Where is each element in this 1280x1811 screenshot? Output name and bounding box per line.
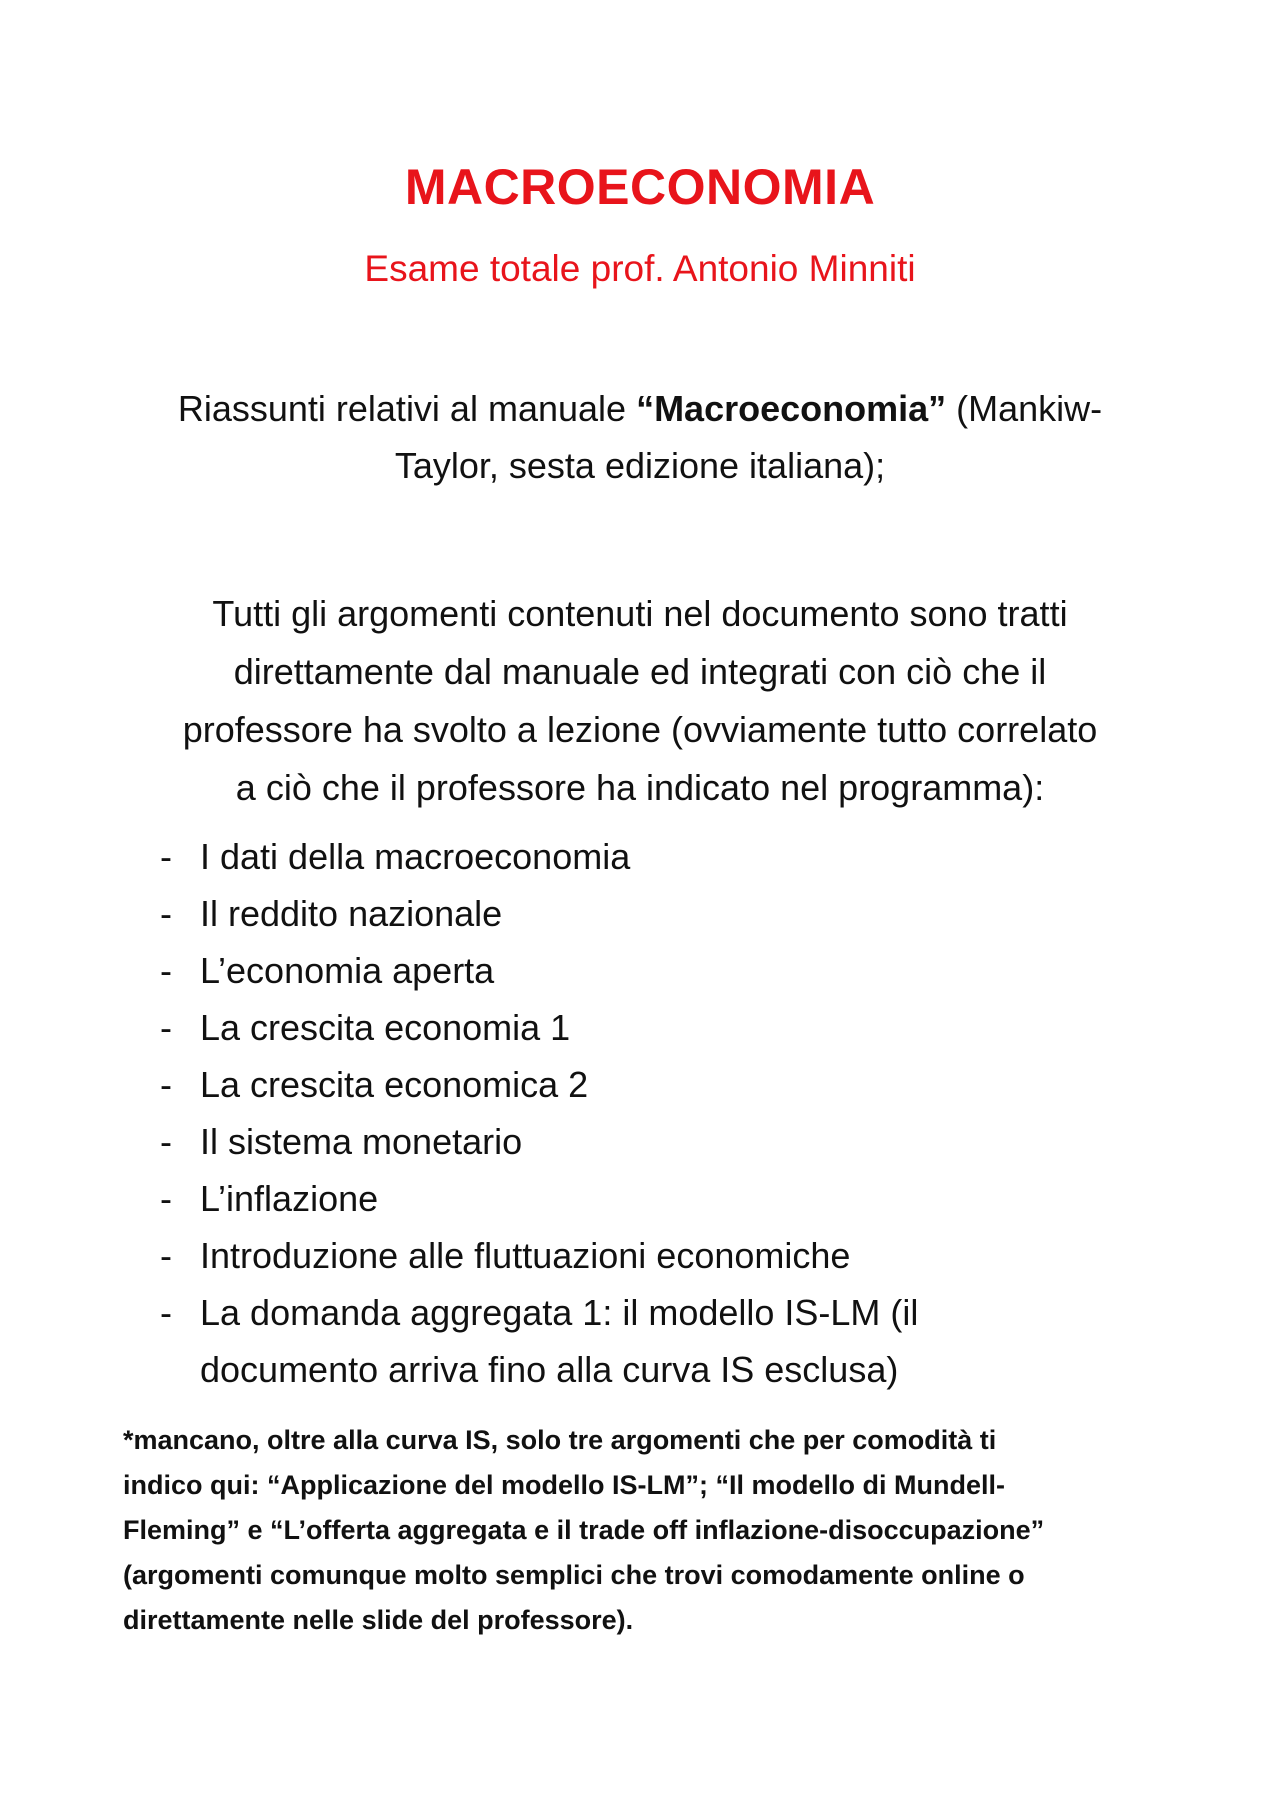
- description-line: Tutti gli argomenti contenuti nel documento sono tratti: [212, 593, 1068, 634]
- topic-label: L’economia aperta: [200, 950, 495, 991]
- list-item: [160, 1227, 1040, 1284]
- bullet-dash: -: [160, 893, 172, 934]
- document-subtitle: Esame totale prof. Antonio Minniti: [364, 248, 916, 289]
- bullet-dash: -: [160, 1007, 172, 1048]
- topic-label: La crescita economia 1: [200, 1007, 571, 1048]
- bullet-dash: -: [160, 836, 172, 877]
- bullet-dash: -: [160, 1121, 172, 1162]
- list-item: [160, 999, 1040, 1056]
- bullet-dash: -: [160, 1235, 172, 1276]
- intro-paragraph: [120, 380, 1160, 494]
- list-item: [160, 885, 1040, 942]
- topic-label: L’inflazione: [200, 1178, 379, 1219]
- description-line: direttamente dal manuale ed integrati con ciò che il: [233, 651, 1047, 692]
- description-line: a ciò che il professore ha indicato nel programma):: [235, 767, 1045, 808]
- intro-text-line2: Taylor, sesta edizione italiana);: [394, 445, 886, 486]
- footnote-line: Fleming” e “L’offerta aggregata e il trade off inflazione-disoccupazione”: [123, 1515, 1045, 1545]
- bullet-dash: -: [160, 1178, 172, 1219]
- list-item: [160, 942, 1040, 999]
- description-paragraph: [120, 585, 1160, 817]
- topic-label: I dati della macroeconomia: [200, 836, 631, 877]
- list-item: [160, 1113, 1040, 1170]
- bullet-dash: -: [160, 950, 172, 991]
- footnote-line: indico qui: “Applicazione del modello IS-LM”; “Il modello di Mundell-: [123, 1470, 1005, 1500]
- bullet-dash: -: [160, 1064, 172, 1105]
- footnote-line: *mancano, oltre alla curva IS, solo tre argomenti che per comodità ti: [123, 1425, 997, 1455]
- topic-label-continuation: documento arriva fino alla curva IS esclusa): [200, 1349, 899, 1390]
- topic-label: La domanda aggregata 1: il modello IS-LM (il: [200, 1292, 919, 1333]
- topic-label: La crescita economica 2: [200, 1064, 589, 1105]
- intro-text-end: (Mankiw-: [946, 388, 1103, 429]
- intro-text-start: Riassunti relativi al manuale: [177, 388, 637, 429]
- list-item: [160, 1056, 1040, 1113]
- document-title: MACROECONOMIA: [404, 159, 876, 215]
- topic-label: Il sistema monetario: [200, 1121, 523, 1162]
- intro-book-title: “Macroeconomia”: [636, 388, 947, 429]
- topics-list: [160, 828, 1040, 1398]
- list-item: [160, 828, 1040, 885]
- list-item: [160, 1170, 1040, 1227]
- list-item: [160, 1284, 1040, 1398]
- bullet-dash: -: [160, 1292, 172, 1333]
- topic-label: Il reddito nazionale: [200, 893, 503, 934]
- topic-label: Introduzione alle fluttuazioni economiche: [200, 1235, 851, 1276]
- description-line: professore ha svolto a lezione (ovviamente tutto correlato: [182, 709, 1098, 750]
- footnote-line: (argomenti comunque molto semplici che trovi comodamente online o: [123, 1560, 1025, 1590]
- footnote-line: direttamente nelle slide del professore).: [123, 1605, 634, 1635]
- footnote: [123, 1418, 1163, 1643]
